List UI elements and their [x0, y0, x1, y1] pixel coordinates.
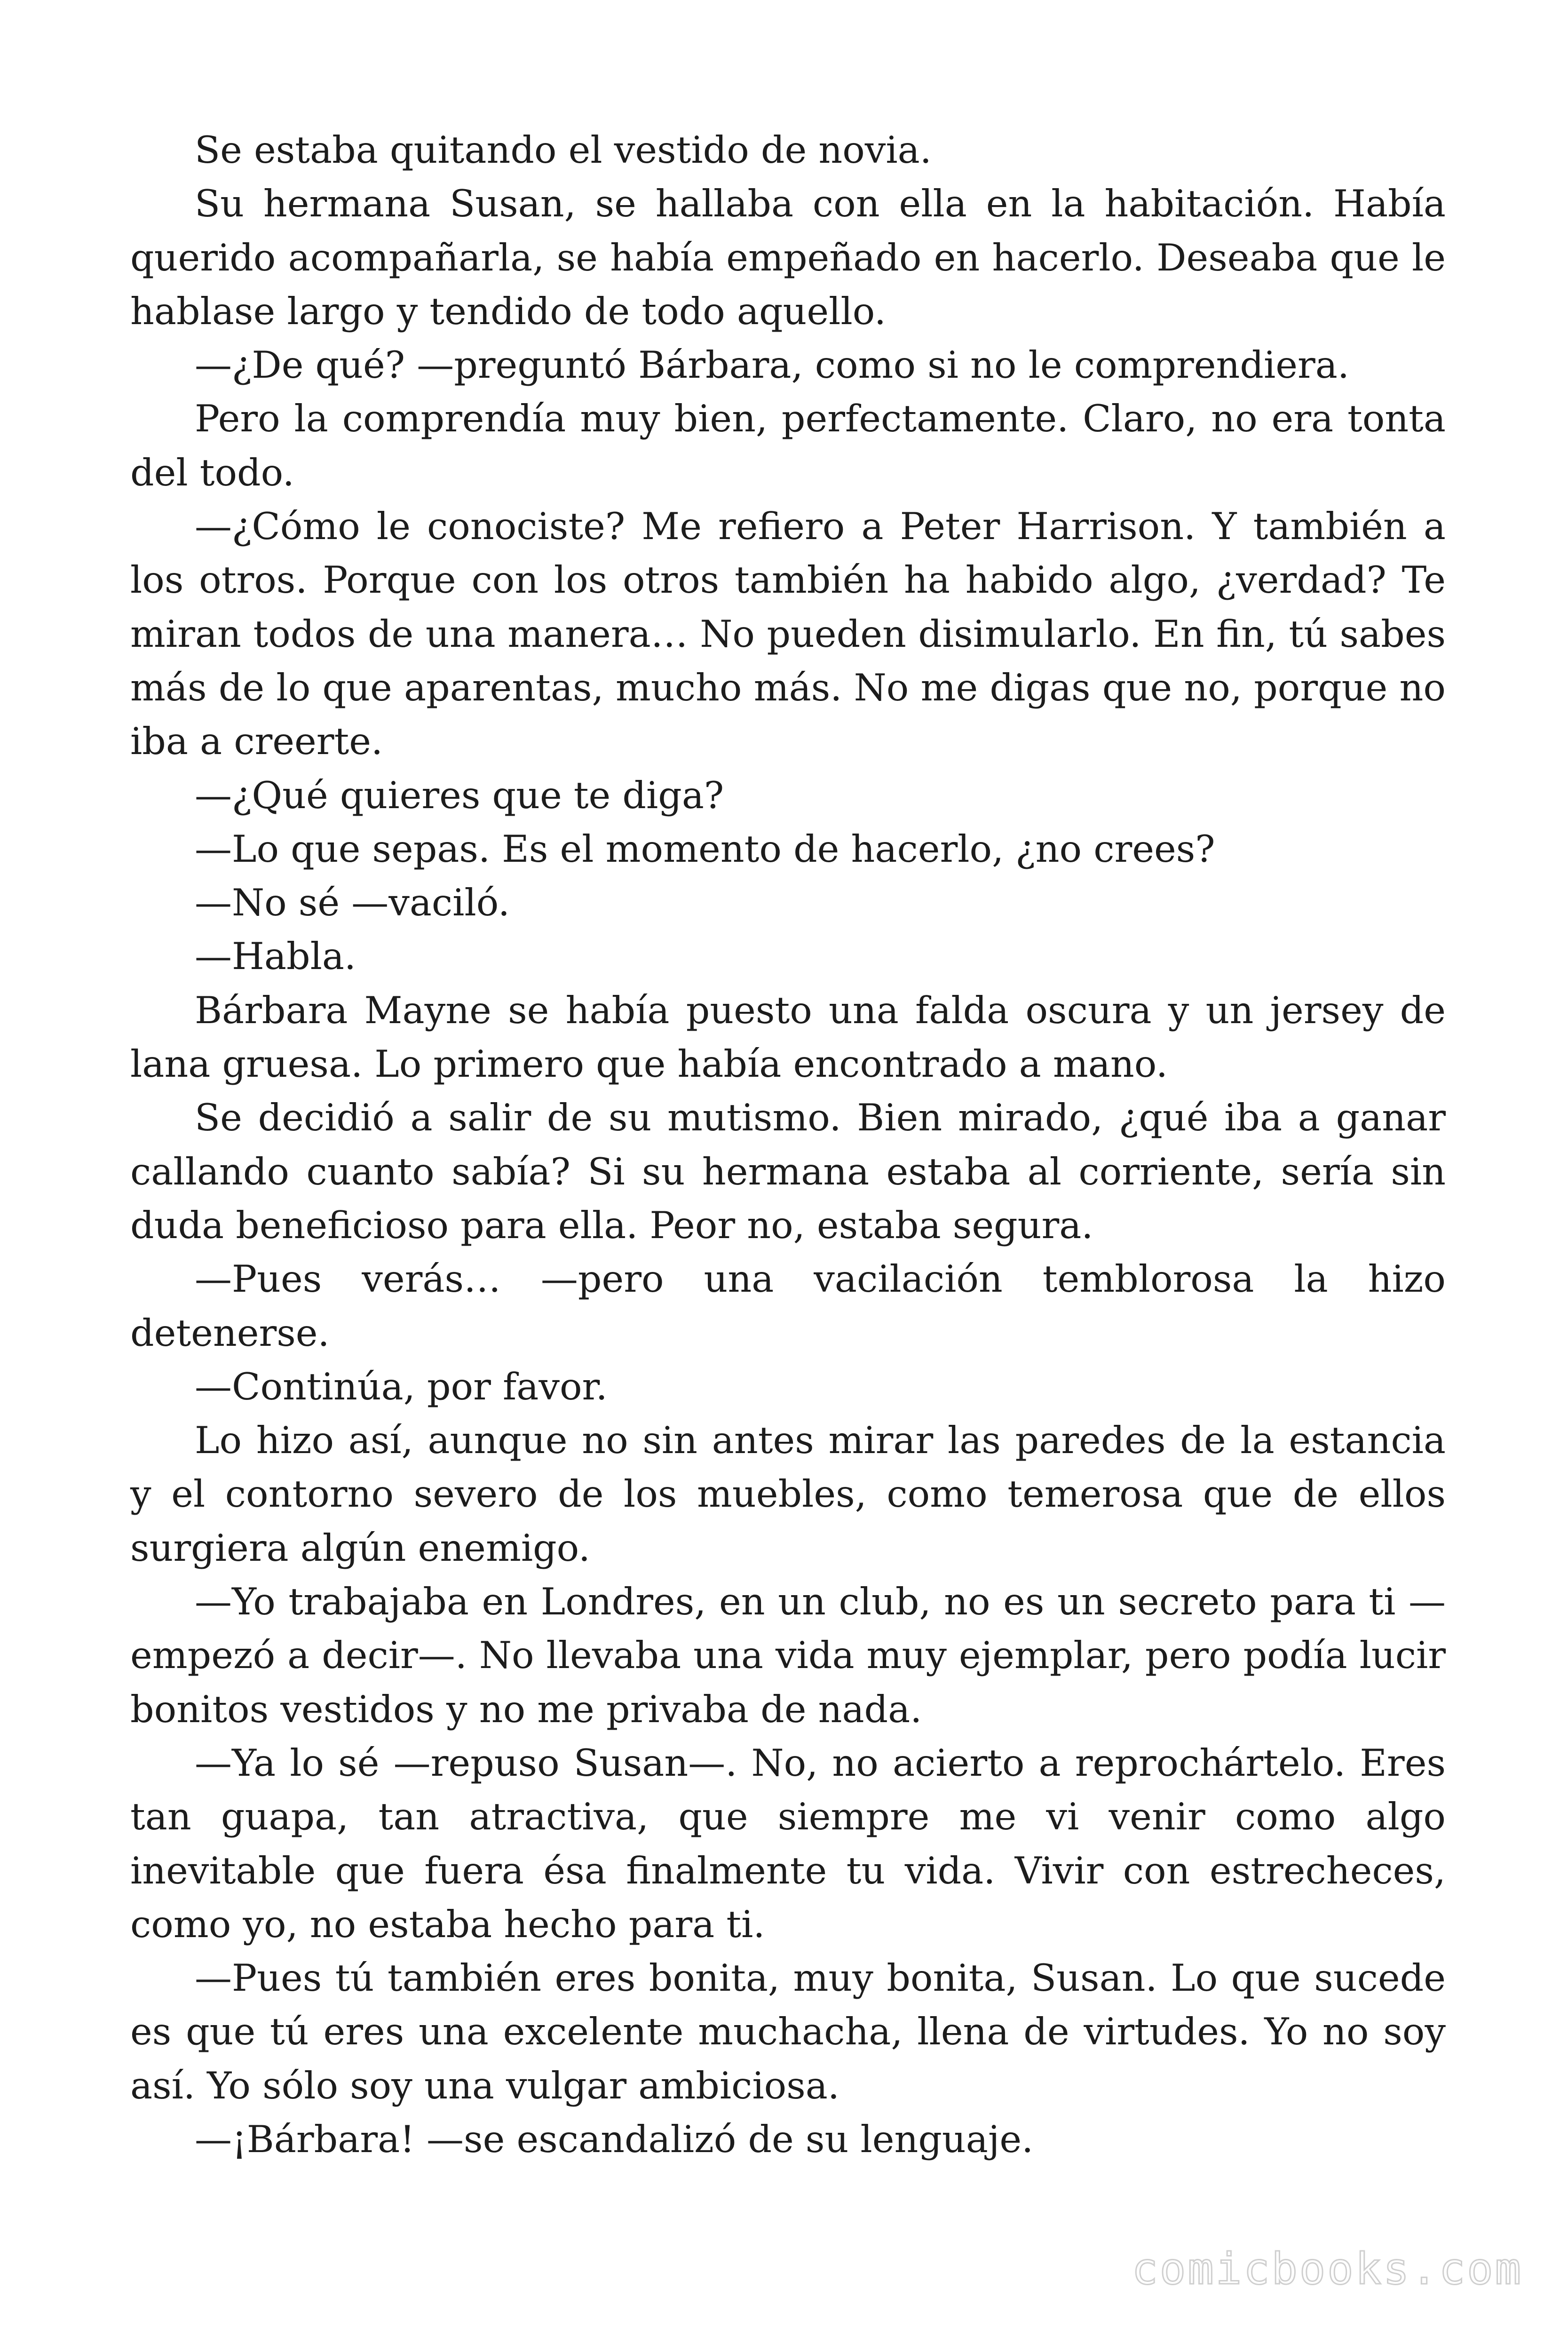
paragraph: —No sé —vaciló.: [195, 881, 510, 925]
paragraph: —Pues tú también eres bonita, muy bonita, Susan. Lo que sucede es que tú eres una excelente muchacha, llena de virtudes. Yo no soy así. Yo sólo soy una vulgar ambiciosa.: [130, 1956, 1446, 2107]
paragraph: —Lo que sepas. Es el momento de hacerlo, ¿no crees?: [195, 827, 1215, 871]
paragraph: —Ya lo sé —repuso Susan—. No, no acierto a reprochártelo. Eres tan guapa, tan atractiva, que siempre me vi venir como algo inevitable que fuera ésa finalmente tu vida. Vivir con estrecheces, como yo, no estaba hecho para ti.: [130, 1741, 1446, 1946]
paragraph: —¿Qué quieres que te diga?: [195, 773, 724, 817]
paragraph: Pero la comprendía muy bien, perfectamente. Claro, no era tonta del todo.: [130, 397, 1446, 494]
body-text: [130, 123, 1446, 2166]
paragraph: Bárbara Mayne se había puesto una falda oscura y un jersey de lana gruesa. Lo primero que había encontrado a mano.: [130, 988, 1446, 1086]
paragraph: Lo hizo así, aunque no sin antes mirar las paredes de la estancia y el contorno severo de los muebles, como temerosa que de ellos surgiera algún enemigo.: [130, 1419, 1446, 1570]
paragraph: —¿Cómo le conociste? Me refiero a Peter Harrison. Y también a los otros. Porque con los otros también ha habido algo, ¿verdad? Te miran todos de una manera… No pueden disimularlo. En fin, tú sabes más de lo que aparentas, mucho más. No me digas que no, porque no iba a creerte.: [130, 505, 1446, 763]
paragraph: —¡Bárbara! —se escandalizó de su lenguaje.: [195, 2117, 1034, 2161]
paragraph: —Continúa, por favor.: [195, 1365, 608, 1408]
paragraph: —Pues verás… —pero una vacilación temblorosa la hizo detenerse.: [130, 1257, 1446, 1355]
paragraph: Se decidió a salir de su mutismo. Bien mirado, ¿qué iba a ganar callando cuanto sabía? Si su hermana estaba al corriente, sería sin duda beneficioso para ella. Peor no, estaba segura.: [130, 1096, 1446, 1247]
paragraph: —Habla.: [195, 935, 356, 978]
paragraph: Se estaba quitando el vestido de novia.: [195, 128, 932, 172]
paragraph: Su hermana Susan, se hallaba con ella en la habitación. Había querido acompañarla, se había empeñado en hacerlo. Deseaba que le hablase largo y tendido de todo aquello.: [130, 182, 1446, 333]
paragraph: —Yo trabajaba en Londres, en un club, no es un secreto para ti —empezó a decir—. No llevaba una vida muy ejemplar, pero podía lucir bonitos vestidos y no me privaba de nada.: [130, 1580, 1446, 1731]
watermark: comicbooks.com: [1132, 2244, 1523, 2294]
paragraph: —¿De qué? —preguntó Bárbara, como si no le comprendiera.: [195, 343, 1349, 387]
